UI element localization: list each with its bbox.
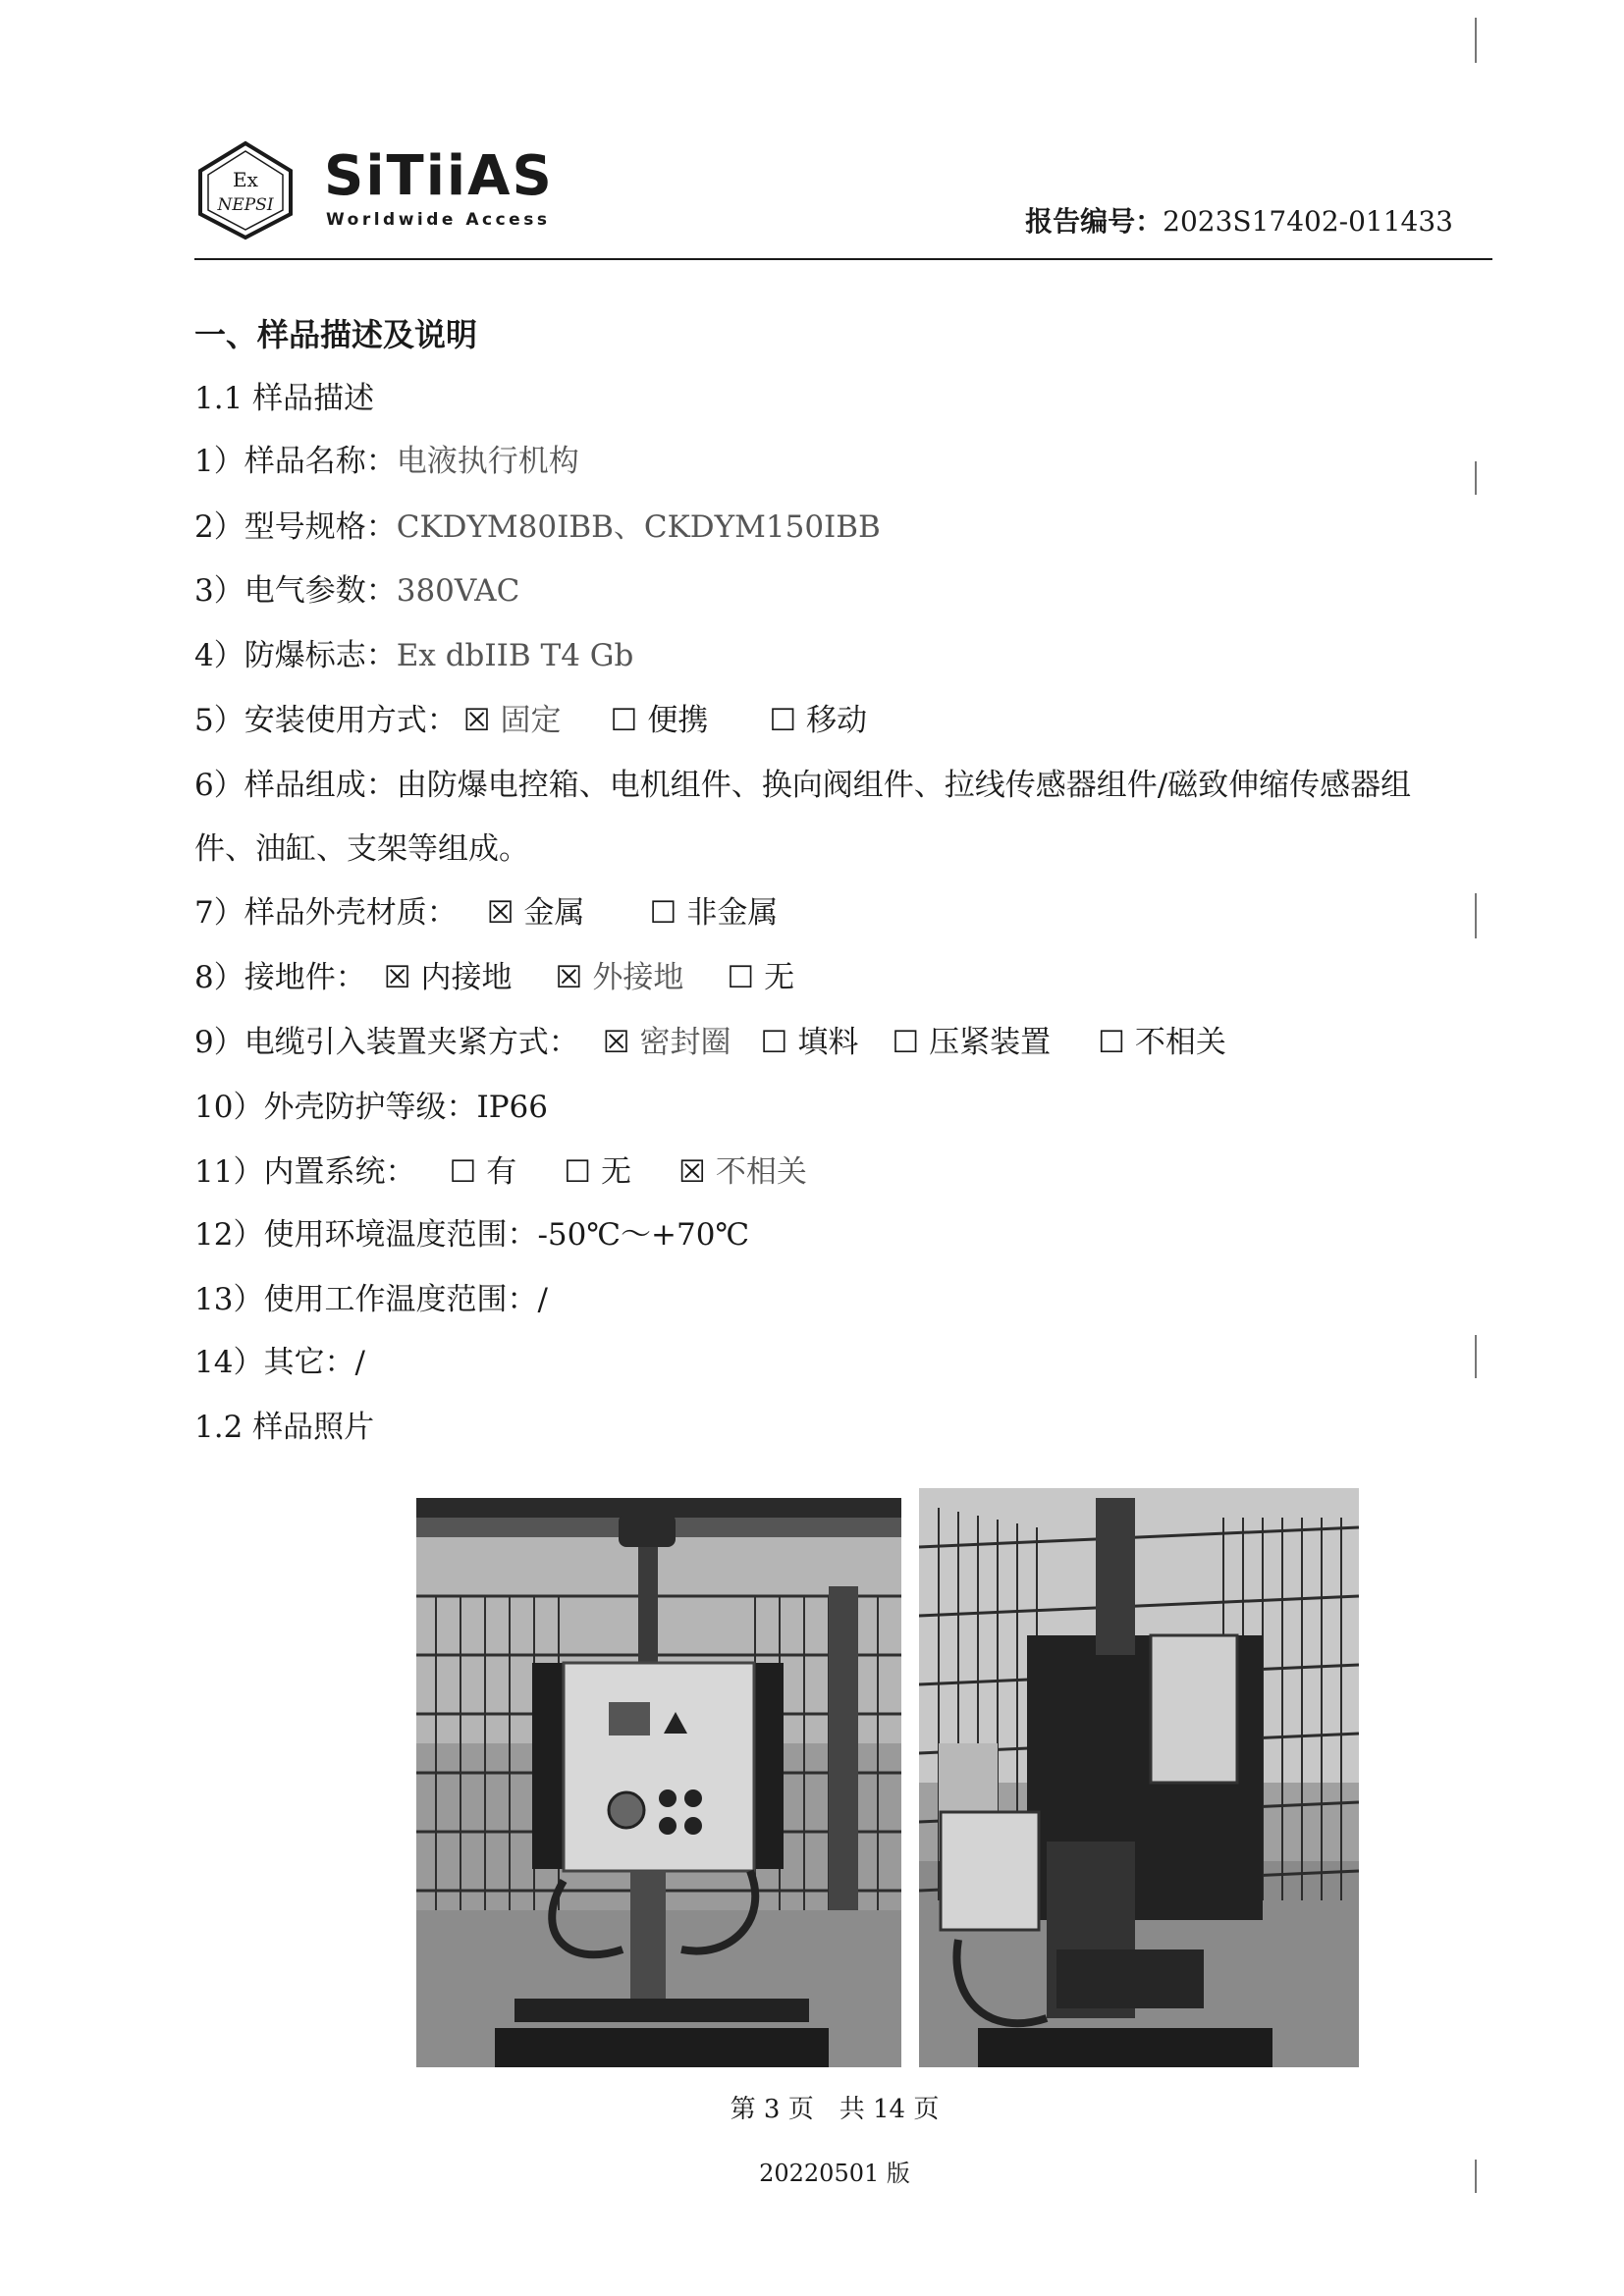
scan-edge-mark [1475, 893, 1477, 938]
logo-nepsi-text: NEPSI [217, 195, 274, 215]
option-text: 内接地 [420, 960, 513, 995]
option-text: 无 [601, 1154, 632, 1190]
option-text: 无 [764, 960, 795, 995]
item-value: -50℃～+70℃ [537, 1217, 750, 1253]
item-value: / [354, 1345, 365, 1380]
item-label: 5）安装使用方式： [194, 703, 458, 738]
logo-ex-text: Ex [233, 168, 258, 191]
item-label: 9）电缆引入装置夹紧方式： [194, 1025, 579, 1060]
checkbox-icon: ☐ [610, 703, 638, 738]
subsection-title: 1.1 样品描述 [194, 381, 375, 416]
option-text: 不相关 [1134, 1025, 1226, 1060]
item-ip-rating [194, 1088, 548, 1127]
item-sample-name [194, 442, 579, 481]
item-enclosure-material [194, 893, 778, 933]
checkbox-checked-icon: ☒ [555, 960, 583, 995]
scan-edge-mark [1475, 461, 1477, 495]
scan-edge-mark [1475, 18, 1477, 63]
item-label: 11）内置系统： [194, 1154, 416, 1190]
checkbox-checked-icon: ☒ [486, 895, 514, 931]
item-value: 由防爆电控箱、电机组件、换向阀组件、拉线传感器组件/磁致伸缩传感器组 [396, 768, 1412, 803]
item-electrical [194, 571, 519, 611]
option-text: 密封圈 [639, 1025, 731, 1060]
item-ambient-temp [194, 1215, 749, 1255]
checkbox-checked-icon: ☒ [678, 1154, 706, 1190]
item-label: 3）电气参数： [194, 573, 397, 609]
item-value: / [537, 1282, 548, 1317]
item-builtin-system [194, 1152, 807, 1192]
scan-edge-mark [1475, 1335, 1477, 1378]
option-text: 非金属 [686, 895, 779, 931]
brand-name: SiTiiAS [324, 144, 554, 208]
brand-tagline: Worldwide Access [326, 210, 551, 230]
checkbox-checked-icon: ☒ [602, 1025, 630, 1060]
item-label: 7）样品外壳材质： [194, 895, 458, 931]
report-number-label: 报告编号： [1025, 205, 1164, 238]
option-text: 有 [486, 1154, 517, 1190]
option-text: 填料 [797, 1025, 859, 1060]
checkbox-icon: ☐ [892, 1025, 920, 1060]
checkbox-icon: ☐ [564, 1154, 592, 1190]
option-text: 便携 [647, 703, 709, 738]
option-text: 金属 [523, 895, 585, 931]
item-other [194, 1343, 365, 1382]
item-cable-entry [194, 1023, 1226, 1062]
checkbox-checked-icon: ☒ [462, 703, 491, 738]
option-text: 固定 [500, 703, 562, 738]
checkbox-icon: ☐ [649, 895, 677, 931]
item-installation [194, 701, 867, 740]
report-number [1025, 200, 1453, 240]
item-label: 1）样品名称： [194, 444, 397, 479]
checkbox-icon: ☐ [1098, 1025, 1125, 1060]
item-value: CKDYM80IBB、CKDYM150IBB [396, 509, 881, 545]
checkbox-checked-icon: ☒ [383, 960, 411, 995]
item-value: Ex dbIIB T4 Gb [396, 638, 634, 673]
form-version: 20220501 版 [759, 2160, 910, 2187]
checkbox-icon: ☐ [769, 703, 797, 738]
item-grounding [194, 958, 794, 997]
report-header [194, 135, 1492, 261]
option-text: 压紧装置 [929, 1025, 1052, 1060]
item-value: 380VAC [396, 573, 520, 609]
page-number: 第 3 页 共 14 页 [730, 2095, 940, 2124]
option-text: 不相关 [715, 1154, 807, 1190]
item-value: 电液执行机构 [396, 444, 579, 479]
subsection-photos-title: 1.2 样品照片 [194, 1410, 375, 1445]
item-label: 4）防爆标志： [194, 638, 397, 673]
item-composition-cont: 件、油缸、支架等组成。 [194, 831, 529, 867]
item-label: 10）外壳防护等级： [194, 1090, 477, 1125]
item-working-temp [194, 1280, 548, 1319]
item-label: 2）型号规格： [194, 509, 397, 545]
item-label: 12）使用环境温度范围： [194, 1217, 538, 1253]
scan-edge-mark [1475, 2160, 1477, 2193]
item-label: 13）使用工作温度范围： [194, 1282, 538, 1317]
sample-photo-side [919, 1488, 1359, 2067]
item-label: 14）其它： [194, 1345, 355, 1380]
item-model [194, 507, 881, 547]
option-text: 移动 [806, 703, 868, 738]
section-title: 一、样品描述及说明 [194, 316, 478, 353]
checkbox-icon: ☐ [727, 960, 755, 995]
item-label: 6）样品组成： [194, 768, 397, 803]
item-label: 8）接地件： [194, 960, 366, 995]
header-divider [194, 258, 1492, 260]
option-text: 外接地 [592, 960, 684, 995]
report-number-value: 2023S17402-011433 [1163, 205, 1453, 238]
sample-photo-front [416, 1498, 901, 2067]
item-composition [194, 766, 1411, 805]
checkbox-icon: ☐ [760, 1025, 788, 1060]
item-value: IP66 [476, 1090, 549, 1125]
checkbox-icon: ☐ [449, 1154, 477, 1190]
nepsi-logo [194, 139, 297, 241]
item-ex-marking [194, 636, 633, 675]
